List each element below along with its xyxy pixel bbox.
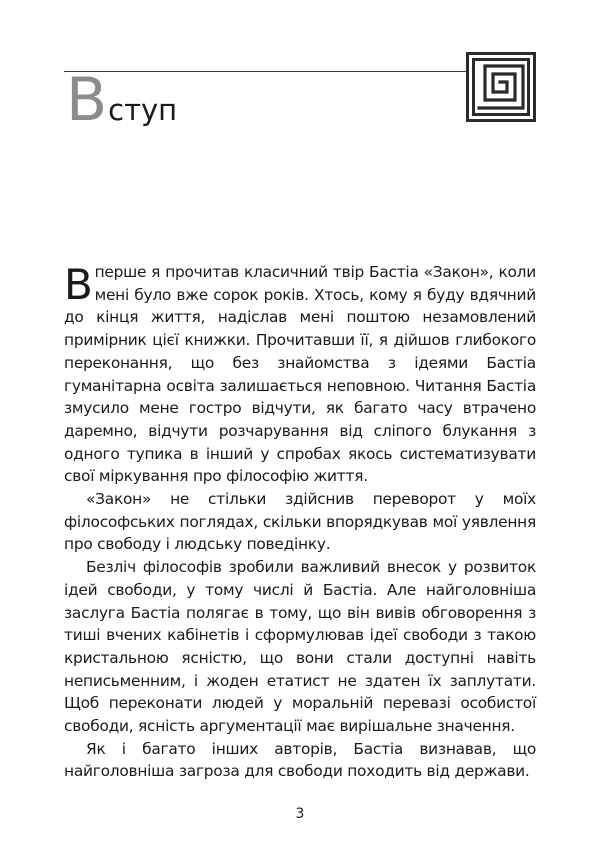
page-number: 3: [295, 806, 305, 822]
paragraph-1: [64, 261, 536, 488]
chapter-title: [66, 65, 178, 135]
body-text: [64, 261, 536, 783]
paragraph-4: Як і багато інших авторів, Бастіа визнавав, що найголовніша загроза для свободи походить від держави.: [64, 739, 536, 781]
greek-key-logo-icon: [466, 52, 536, 122]
paragraph-2: «Закон» не стільки здійснив переворот у моїх філософських поглядах, скільки впорядкував мої уявлення про свободу і людську поведінку.: [64, 490, 536, 554]
paragraph-3: Безліч філософів зробили важливий внесок у розвиток ідей свободи, у тому числі й Бастіа. Але найголовніша заслуга Бастіа полягає в тому, що він вивів обговорення з тиші вчених кабінетів і сформулював ідеї свободи з такою кристальною ясністю, що вони стали доступні навіть неписьменним, і жоден етатист не здатен їх заплутати. Щоб переконати людей у моральній перевазі особистої свободи, ясність аргументації має вирішальне значення.: [64, 558, 536, 736]
chapter-title-initial: В: [66, 65, 108, 135]
drop-cap: В: [64, 260, 93, 309]
chapter-title-rest: ступ: [108, 93, 178, 127]
paragraph-1-text: перше я прочитав класичний твір Бастіа «Закон», коли мені було вже сорок років. Хтось, кому я буду вдячний до кінця життя, надіслав мені поштою незамовлений примірник цієї книжки. Прочитавши її, я дійшов глибокого переконання, що без знайомства з ідеями Бастіа гуманітарна освіта залишається неповною. Читання Бастіа змусило мене гостро відчути, як багато часу втрачено даремно, відчути розчарування від сліпого блукання з одного тупика в інший у спробах якось систематизувати свої міркування про філософію життя.: [64, 263, 536, 486]
